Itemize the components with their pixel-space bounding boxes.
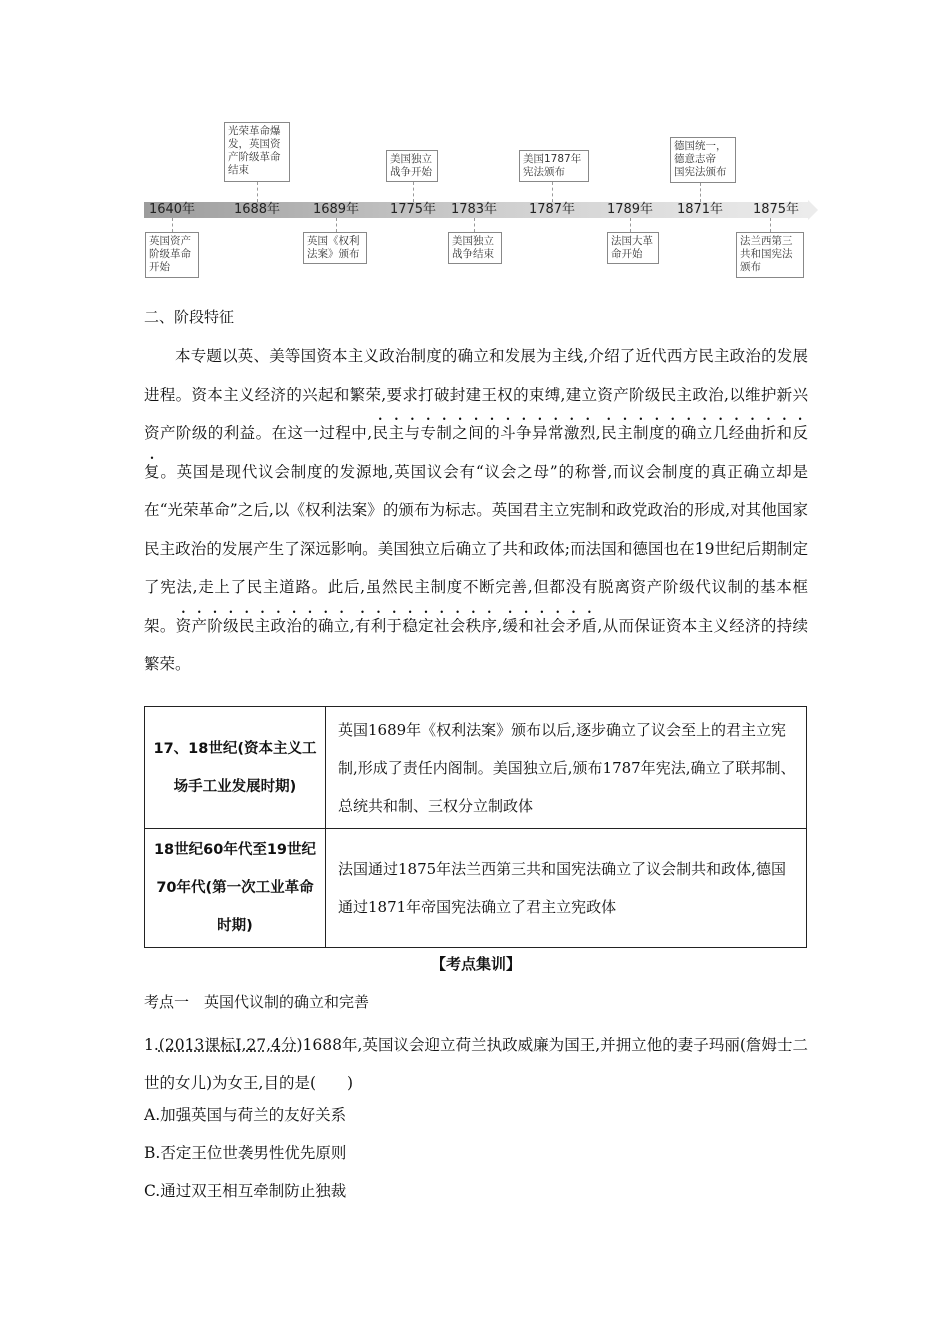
- paragraph-text: ,从而保证资本主义经济的持续繁荣。: [144, 616, 808, 673]
- timeline-event-below: 法国大革 命开始: [607, 232, 659, 264]
- timeline-event-above: 德国统一， 德意志帝 国宪法颁布: [670, 137, 736, 183]
- paragraph-text: 本专题以英、美等国资本主义政治制度的确立和发展为主线,介绍了近代西方民主政治的发展进程。资本主义经济的兴起和繁荣,要求打破封建王权的束缚,建立资产阶级民主政治,以维护新兴资产阶级的利益。在这一过程中,: [144, 347, 808, 442]
- table-row: [145, 829, 807, 948]
- table-cell-content: 法国通过1875年法兰西第三共和国宪法确立了议会制共和政体,德国通过1871年帝国宪法确立了君主立宪政体: [326, 829, 807, 948]
- timeline-year: 1775年: [389, 202, 437, 217]
- section-heading: 二、阶段特征: [144, 308, 235, 326]
- timeline-connector: [172, 218, 173, 232]
- stage-features-paragraph: [144, 337, 808, 684]
- timeline-connector: [336, 218, 337, 232]
- timeline-event-above: 光荣革命爆 发，英国资 产阶级革命 结束: [224, 122, 290, 182]
- timeline-connector: [413, 182, 414, 202]
- timeline-year: 1783年: [450, 202, 498, 217]
- summary-table: [144, 706, 807, 948]
- timeline-connector: [552, 182, 553, 202]
- timeline-year: 1689年: [312, 202, 360, 217]
- timeline-event-below: 英国《权利 法案》颁布: [303, 232, 367, 264]
- table-row: [145, 707, 807, 829]
- table-cell-period: 18世纪60年代至19世纪70年代(第一次工业革命时期): [145, 829, 326, 948]
- timeline-year: 1640年: [148, 202, 196, 217]
- question-source: (2013课标Ⅰ,27,4分): [158, 1036, 303, 1054]
- timeline-connector: [630, 218, 631, 232]
- table-cell-content: 英国1689年《权利法案》颁布以后,逐步确立了议会至上的君主立宪制,形成了责任内阁制。美国独立后,颁布1787年宪法,确立了联邦制、总统共和制、三权分立制政体: [326, 707, 807, 829]
- question-number: 1.: [144, 1036, 159, 1054]
- timeline-connector: [770, 218, 771, 232]
- timeline-event-below: 法兰西第三 共和国宪法 颁布: [736, 232, 804, 278]
- timeline-event-above: 美国独立 战争开始: [386, 150, 438, 182]
- option-b: B.否定王位世袭男性优先原则: [144, 1144, 347, 1162]
- timeline-event-below: 英国资产 阶级革命 开始: [145, 232, 199, 278]
- timeline-connector: [700, 183, 701, 202]
- option-a: A.加强英国与荷兰的友好关系: [144, 1106, 347, 1124]
- question-text: 1688年,英国议会迎立荷兰执政威廉为国王,并拥立他的妻子玛丽(詹姆士二世的女儿)为女王,目的是( ): [144, 1036, 808, 1092]
- paragraph-text: 。英国是现代议会制度的发源地,英国议会有“议会之母”的称誉,而议会制度的真正确立却是在“光荣革命”之后,以《权利法案》的颁布为标志。英国君主立宪制和政党政治的形成,对其他国家民主政治的发展产生了深远影响。美国独立后确立了共和政体;而法国和德国也在19世纪后期制定了宪法,走上了民主道路。此后,虽然民主制度不断完善,但都没有脱离资产阶级代议制的基本框架。: [144, 462, 808, 635]
- timeline-event-below: 美国独立 战争结束: [448, 232, 502, 264]
- timeline-year: 1688年: [233, 202, 281, 217]
- section-title: 【考点集训】: [430, 955, 521, 973]
- option-c: C.通过双王相互牵制防止独裁: [144, 1182, 347, 1200]
- timeline-connector: [474, 218, 475, 232]
- topic-heading: 考点一 英国代议制的确立和完善: [144, 993, 370, 1011]
- timeline-year: 1789年: [606, 202, 654, 217]
- timeline-connector: [257, 182, 258, 202]
- emphasized-text: 民主与专制之间的斗争异常激烈,民主制度的确立几经曲折和反复: [144, 424, 808, 481]
- question-stem: [144, 1026, 808, 1102]
- emphasized-text: 资产阶级民主政治的确立,有利于稳定社会秩序,缓和社会矛盾: [175, 616, 598, 635]
- timeline-figure: [0, 0, 950, 300]
- timeline-year: 1787年: [528, 202, 576, 217]
- timeline-event-above: 美国1787年 宪法颁布: [519, 150, 589, 182]
- timeline-year: 1875年: [752, 202, 800, 217]
- table-cell-period: 17、18世纪(资本主义工场手工业发展时期): [145, 707, 326, 829]
- timeline-year: 1871年: [676, 202, 724, 217]
